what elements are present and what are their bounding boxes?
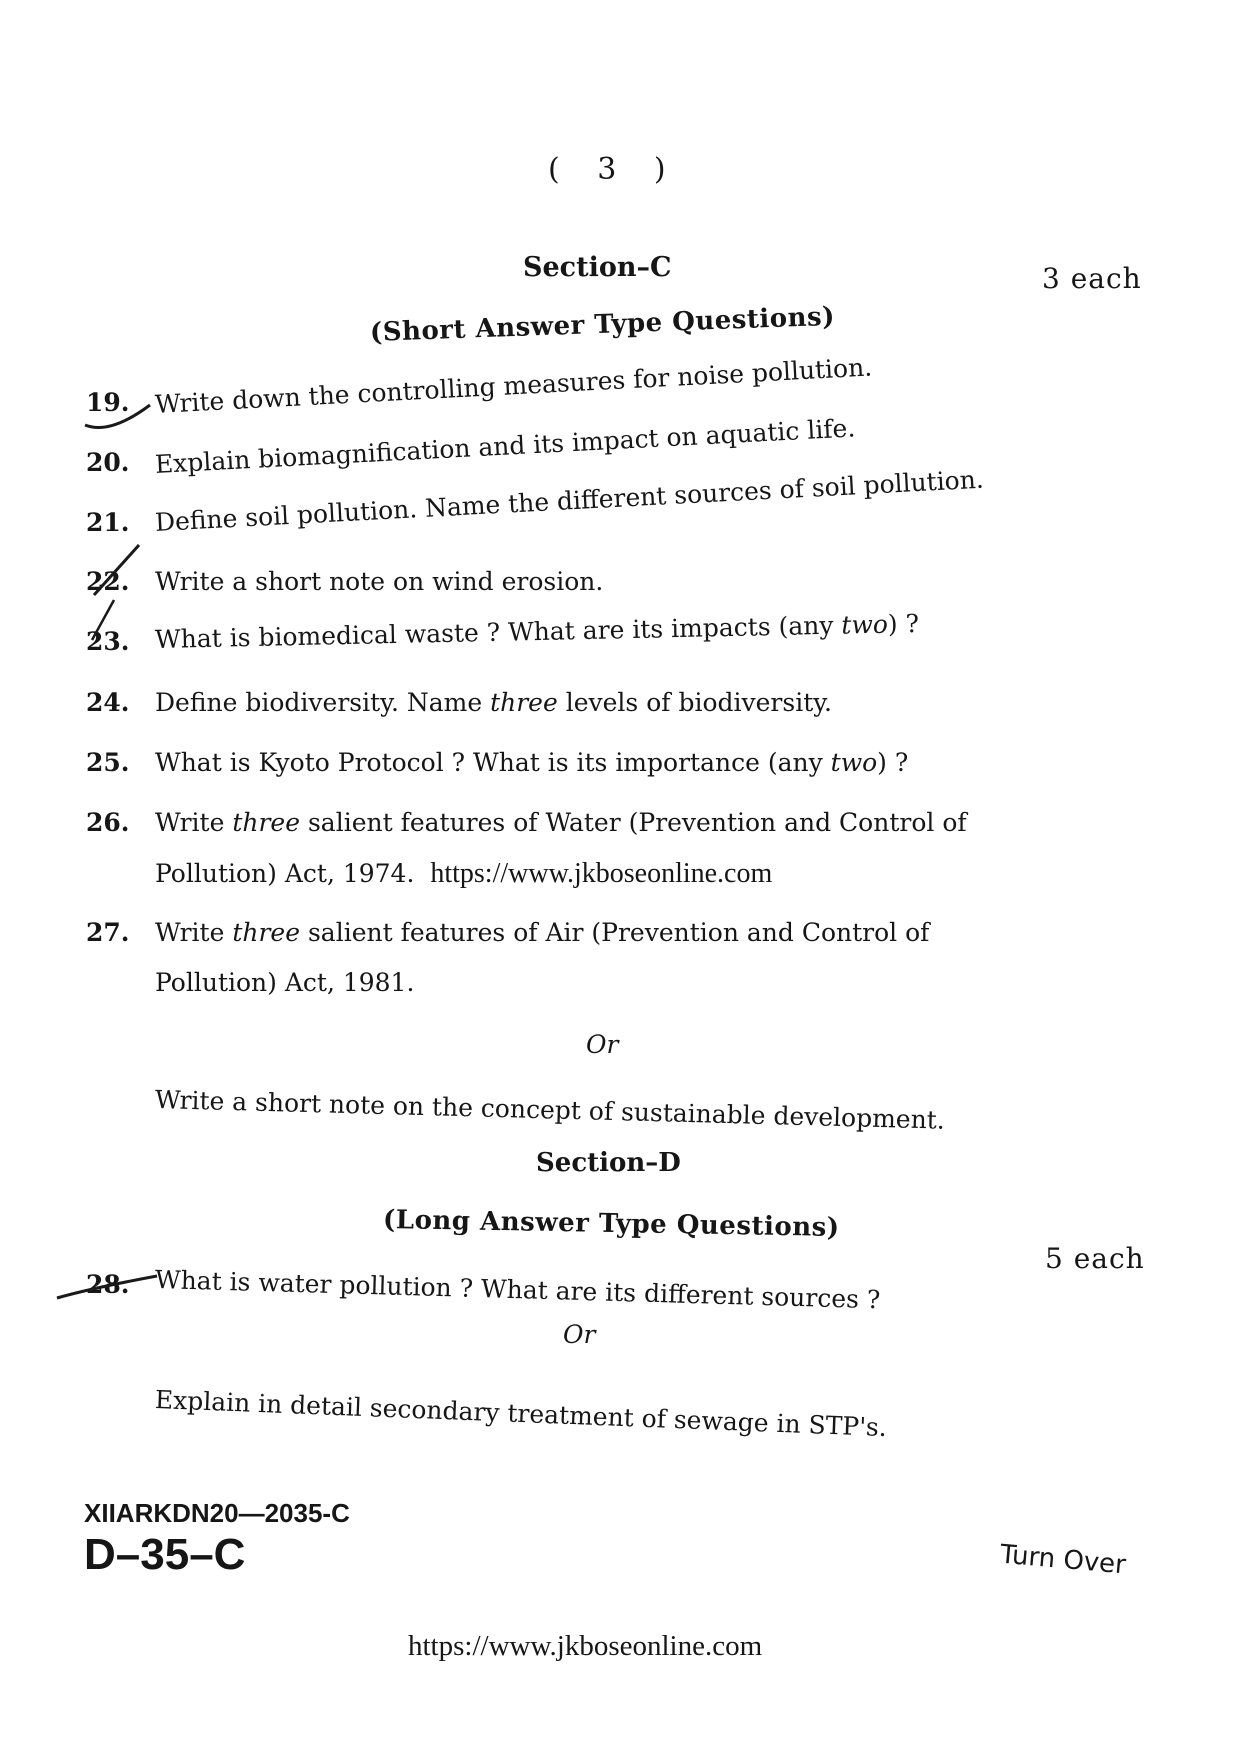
question-text: What is biomedical waste ? What are its impacts (any two) ? <box>154 609 920 654</box>
question-number: 23. <box>86 627 130 656</box>
question-text: What is water pollution ? What are its different sources ? <box>154 1265 881 1315</box>
question-number: 27. <box>86 918 130 947</box>
section-d-title: Section–D <box>536 1148 681 1178</box>
paper-code: XIIARKDN20—2035-C <box>84 1498 350 1528</box>
question-number: 28. <box>86 1270 130 1299</box>
question-text: Write three salient features of Air (Prevention and Control of <box>155 918 930 947</box>
pen-strike-mark <box>52 1268 162 1308</box>
question-number: 20. <box>86 448 130 477</box>
question-number: 21. <box>86 508 130 537</box>
question-text-continued: Pollution) Act, 1981. <box>155 968 415 997</box>
pen-tick-mark <box>80 395 160 445</box>
question-number: 26. <box>86 808 130 837</box>
alternative-question: Explain in detail secondary treatment of sewage in STP's. <box>154 1385 888 1443</box>
question-text: Define biodiversity. Name three levels of biodiversity. <box>155 688 832 717</box>
question-text: What is Kyoto Protocol ? What is its importance (any two) ? <box>155 748 909 777</box>
pen-slash-mark <box>84 540 154 650</box>
footer-url: https://www.jkboseonline.com <box>408 1630 763 1662</box>
question-number: 25. <box>86 748 130 777</box>
section-d-subtitle: (Long Answer Type Questions) <box>382 1205 840 1243</box>
set-code: D–35–C <box>84 1530 246 1579</box>
question-number: 19. <box>86 388 130 417</box>
question-text: Define soil pollution. Name the different sources of soil pollution. <box>154 464 985 537</box>
section-d-marks: 5 each <box>1045 1242 1145 1275</box>
question-text: Write three salient features of Water (Prevention and Control of <box>155 808 967 837</box>
question-number: 22. <box>86 567 130 596</box>
question-text: Explain biomagnification and its impact on aquatic life. <box>154 413 856 479</box>
page-number: ( 3 ) <box>548 152 680 187</box>
or-label: Or <box>586 1030 619 1059</box>
question-text-continued: Pollution) Act, 1974. https://www.jkboseonline.com <box>155 858 773 889</box>
alternative-question: Write a short note on the concept of sustainable development. <box>154 1085 946 1135</box>
question-number: 24. <box>86 688 130 717</box>
question-text: Write down the controlling measures for noise pollution. <box>154 352 873 419</box>
section-c-subtitle: (Short Answer Type Questions) <box>369 301 836 348</box>
inline-url: https://www.jkboseonline.com <box>430 858 773 889</box>
turn-over-label: Turn Over <box>998 1539 1128 1581</box>
section-c-marks: 3 each <box>1042 262 1142 295</box>
section-c-title: Section–C <box>523 252 672 283</box>
question-text: Write a short note on wind erosion. <box>155 567 604 596</box>
or-label: Or <box>563 1320 596 1349</box>
